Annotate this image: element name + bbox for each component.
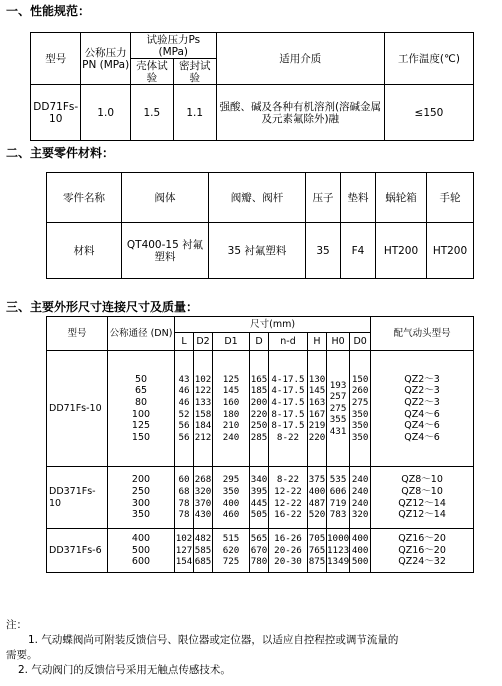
mat-header-gland: 压子 [306, 173, 341, 223]
dim-value: 150 [351, 373, 369, 385]
dim-col-D1: D1 [213, 333, 250, 351]
dim-value: 1123 [327, 544, 350, 556]
dim-value: 102 [175, 533, 193, 545]
dim-value: 445 [250, 497, 268, 509]
note-2: 2. 气动阀门的反馈信号采用无触点传感技术。 [18, 664, 231, 676]
dim-value: 431 [329, 425, 347, 437]
cell-shell: 1.5 [130, 85, 173, 141]
dim-value: 375 [308, 474, 326, 486]
dim-value: 184 [194, 420, 212, 432]
note-1-line-1: 1. 气动蝶阀尚可附装反馈信号、限位器或定位器，以适应自控程控或调节流量的 [28, 634, 399, 646]
dim-value: 212 [194, 431, 212, 443]
dim-cell-dn [108, 467, 175, 529]
dim-header-size: 尺寸(mm) [175, 317, 371, 333]
dim-value: 125 [222, 373, 240, 385]
dim-value: 100 [131, 408, 151, 420]
dim-value: 585 [194, 544, 212, 556]
dim-cell-dn [108, 351, 175, 467]
dim-value: 52 [178, 408, 190, 420]
dim-value: 285 [250, 431, 268, 443]
dim-cell-d [250, 351, 269, 467]
dim-value: QZ16～20 [398, 544, 446, 556]
dim-value: 600 [131, 556, 151, 568]
header-test-pressure: 试验压力Ps (MPa) [130, 33, 216, 59]
dim-value: 167 [308, 408, 326, 420]
dim-value: 193 [329, 379, 347, 391]
dim-value: 127 [175, 544, 193, 556]
mat-header-packing: 垫料 [341, 173, 376, 223]
dim-value: 400 [222, 497, 240, 509]
dim-value: 765 [308, 544, 326, 556]
dim-group-row [47, 467, 474, 529]
dim-value: 220 [250, 408, 268, 420]
dim-value: 250 [250, 420, 268, 432]
mat-header-gearbox: 蜗轮箱 [376, 173, 427, 223]
dim-value: 50 [134, 373, 148, 385]
dim-header-model: 型号 [47, 317, 108, 351]
dim-cell-d2 [194, 467, 213, 529]
dim-value: 185 [250, 385, 268, 397]
dim-value: QZ24～32 [398, 556, 446, 568]
dim-value: 257 [329, 391, 347, 403]
dim-value: 78 [178, 509, 190, 521]
dim-value: 400 [351, 544, 369, 556]
header-temperature: 工作温度(℃) [384, 33, 473, 85]
dim-value: 8-22 [276, 474, 300, 486]
dim-cell-model: DD371Fs-6 [47, 529, 108, 573]
materials-table [46, 172, 474, 279]
dim-value: 275 [351, 396, 369, 408]
notes-title: 注： [6, 619, 27, 631]
dim-value: 520 [308, 509, 326, 521]
dim-cell-nd [269, 351, 308, 467]
dim-value: 275 [329, 402, 347, 414]
dim-cell-d0 [350, 467, 371, 529]
dim-col-H0: H0 [327, 333, 350, 351]
section-title-performance: 一、性能规范： [6, 4, 91, 18]
header-model: 型号 [31, 33, 81, 85]
dim-value: 160 [222, 396, 240, 408]
dim-cell-h [308, 351, 327, 467]
dim-value: 350 [351, 408, 369, 420]
dim-value: 300 [131, 497, 151, 509]
dim-value: 180 [222, 408, 240, 420]
mat-cell-packing: F4 [341, 223, 376, 279]
dim-value: 725 [222, 556, 240, 568]
dim-value: QZ4～6 [404, 408, 440, 420]
mat-cell-handwheel: HT200 [427, 223, 474, 279]
dim-value: 102 [194, 373, 212, 385]
dim-value: 350 [222, 485, 240, 497]
dim-value: 200 [250, 396, 268, 408]
dim-cell-d2 [194, 529, 213, 573]
dim-cell-h [308, 529, 327, 573]
dim-header-dn: 公称通径 (DN) [108, 317, 175, 351]
dim-value: 125 [131, 420, 151, 432]
dim-value: 1349 [327, 556, 350, 568]
mat-header-body: 阀体 [122, 173, 209, 223]
mat-cell-label: 材料 [47, 223, 122, 279]
dim-value: QZ4～6 [404, 431, 440, 443]
dim-value: 12-22 [274, 497, 302, 509]
dim-value: 163 [308, 396, 326, 408]
dim-value: QZ16～20 [398, 533, 446, 545]
header-seal-test: 密封试验 [173, 59, 216, 85]
dim-cell-l [175, 529, 194, 573]
dim-cell-d2 [194, 351, 213, 467]
header-media: 适用介质 [216, 33, 384, 85]
dim-col-D0: D0 [350, 333, 371, 351]
dim-cell-l [175, 467, 194, 529]
dim-cell-h0 [327, 529, 350, 573]
dim-value: 565 [250, 533, 268, 545]
dim-value: 430 [194, 509, 212, 521]
dim-value: 482 [194, 533, 212, 545]
dim-value: 4-17.5 [271, 396, 305, 408]
cell-seal: 1.1 [173, 85, 216, 141]
dim-cell-dn [108, 529, 175, 573]
dim-value: QZ2～3 [404, 373, 440, 385]
dim-cell-l [175, 351, 194, 467]
dim-value: 295 [222, 474, 240, 486]
mat-cell-gearbox: HT200 [376, 223, 427, 279]
dim-value: 219 [308, 420, 326, 432]
dim-value: 460 [222, 509, 240, 521]
dim-value: 165 [250, 373, 268, 385]
dim-value: 56 [178, 431, 190, 443]
notes [6, 618, 496, 678]
dim-value: 350 [351, 431, 369, 443]
cell-model: DD71Fs-10 [31, 85, 81, 141]
dim-cell-d [250, 467, 269, 529]
dim-col-D2: D2 [194, 333, 213, 351]
dim-value: 535 [329, 474, 347, 486]
dim-value: 620 [222, 544, 240, 556]
cell-media: 强酸、碱及各种有机溶剂(溶碱金属及元素氟除外)融 [216, 85, 384, 141]
mat-header-part: 零件名称 [47, 173, 122, 223]
header-pn: 公称压力 PN (MPa) [81, 33, 130, 85]
dim-value: 875 [308, 556, 326, 568]
dim-value: 1000 [327, 533, 350, 545]
dim-value: 355 [329, 414, 347, 426]
note-1-continued: 需要。 [6, 649, 38, 661]
header-shell-test: 壳体试验 [130, 59, 173, 85]
dim-value: 122 [194, 385, 212, 397]
dim-cell-h0 [327, 467, 350, 529]
dim-value: 240 [351, 485, 369, 497]
dim-value: 4-17.5 [271, 385, 305, 397]
dim-value: 500 [131, 544, 151, 556]
dim-cell-nd [269, 529, 308, 573]
dim-value: 400 [131, 533, 151, 545]
dim-value: 220 [308, 431, 326, 443]
dim-value: 780 [250, 556, 268, 568]
dim-value: 670 [250, 544, 268, 556]
dim-cell-act [371, 529, 474, 573]
dim-value: 350 [351, 420, 369, 432]
dim-value: 268 [194, 474, 212, 486]
dim-value: 250 [131, 485, 151, 497]
dim-cell-act [371, 351, 474, 467]
dim-value: 400 [351, 533, 369, 545]
dim-value: QZ8～10 [401, 485, 443, 497]
dim-value: 133 [194, 396, 212, 408]
dim-value: 705 [308, 533, 326, 545]
cell-pn: 1.0 [81, 85, 130, 141]
dim-value: 145 [222, 385, 240, 397]
dim-value: 515 [222, 533, 240, 545]
dim-value: QZ12～14 [398, 509, 446, 521]
dim-value: 350 [131, 509, 151, 521]
dim-value: 20-26 [274, 544, 302, 556]
dim-value: 60 [178, 474, 190, 486]
dim-value: 395 [250, 485, 268, 497]
dim-value: 606 [329, 485, 347, 497]
dim-value: 200 [131, 474, 151, 486]
dim-value: 46 [178, 396, 190, 408]
dim-value: 340 [250, 474, 268, 486]
dim-value: 80 [134, 396, 148, 408]
dim-cell-d1 [213, 351, 250, 467]
dim-cell-model: DD71Fs-10 [47, 351, 108, 467]
dim-value: 505 [250, 509, 268, 521]
dim-value: 210 [222, 420, 240, 432]
dim-value: 719 [329, 497, 347, 509]
dim-value: 320 [194, 485, 212, 497]
section-title-dimensions: 三、主要外形尺寸连接尺寸及质量： [6, 300, 199, 314]
mat-cell-body: QT400-15 衬氟塑料 [122, 223, 209, 279]
dim-value: 78 [178, 497, 190, 509]
dim-value: QZ2～3 [404, 385, 440, 397]
dim-value: 16-26 [274, 533, 302, 545]
dim-group-row [47, 529, 474, 573]
dim-value: 400 [308, 485, 326, 497]
dim-value: 65 [134, 385, 148, 397]
dim-col-nd: n-d [269, 333, 308, 351]
dimensions-table [46, 316, 474, 573]
dim-value: 783 [329, 509, 347, 521]
dim-cell-d0 [350, 529, 371, 573]
dim-value: 130 [308, 373, 326, 385]
cell-temperature: ≤150 [384, 85, 473, 141]
dim-value: 16-22 [274, 509, 302, 521]
dim-value: 12-22 [274, 485, 302, 497]
dim-value: 370 [194, 497, 212, 509]
dim-value: 68 [178, 485, 190, 497]
dim-cell-d [250, 529, 269, 573]
mat-header-handwheel: 手轮 [427, 173, 474, 223]
dim-value: 320 [351, 509, 369, 521]
dim-col-H: H [308, 333, 327, 351]
dim-cell-act [371, 467, 474, 529]
dim-value: 43 [178, 373, 190, 385]
dim-value: 240 [222, 431, 240, 443]
dim-cell-d1 [213, 467, 250, 529]
dim-value: 150 [131, 431, 151, 443]
mat-cell-gland: 35 [306, 223, 341, 279]
mat-header-disc-stem: 阀瓣、阀杆 [209, 173, 306, 223]
dim-group-row [47, 351, 474, 467]
note-1 [6, 633, 496, 648]
performance-table [30, 32, 474, 141]
dim-value: 685 [194, 556, 212, 568]
dim-col-L: L [175, 333, 194, 351]
dim-value: 4-17.5 [271, 373, 305, 385]
section-title-materials: 二、主要零件材料： [6, 146, 115, 160]
dim-value: QZ2～3 [404, 396, 440, 408]
dim-value: 500 [351, 556, 369, 568]
dim-value: 145 [308, 385, 326, 397]
dim-cell-model: DD371Fs-10 [47, 467, 108, 529]
dim-value: 240 [351, 474, 369, 486]
dim-cell-h0 [327, 351, 350, 467]
dim-value: 240 [351, 497, 369, 509]
dim-value: QZ4～6 [404, 420, 440, 432]
dim-cell-d1 [213, 529, 250, 573]
dim-col-D: D [250, 333, 269, 351]
dim-header-actuator: 配气动头型号 [371, 317, 474, 351]
dim-value: 8-22 [276, 431, 300, 443]
dim-cell-nd [269, 467, 308, 529]
dim-value: 56 [178, 420, 190, 432]
dim-value: QZ12～14 [398, 497, 446, 509]
dim-cell-d0 [350, 351, 371, 467]
dim-value: QZ8～10 [401, 474, 443, 486]
dim-value: 20-30 [274, 556, 302, 568]
dim-value: 154 [175, 556, 193, 568]
dim-value: 8-17.5 [271, 408, 305, 420]
mat-cell-disc-stem: 35 衬氟塑料 [209, 223, 306, 279]
dim-value: 158 [194, 408, 212, 420]
dim-value: 46 [178, 385, 190, 397]
dim-value: 487 [308, 497, 326, 509]
dim-value: 260 [351, 385, 369, 397]
dim-value: 8-17.5 [271, 420, 305, 432]
dim-cell-h [308, 467, 327, 529]
